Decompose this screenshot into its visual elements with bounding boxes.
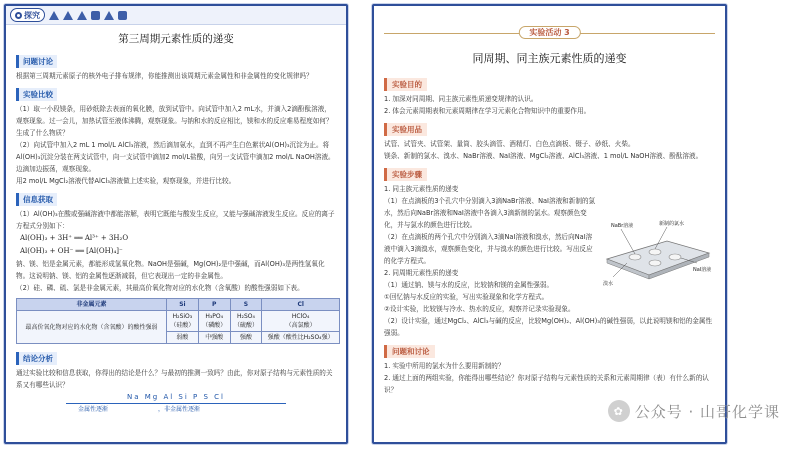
paragraph: （1）通过钠、镁与水的反应，比较钠和镁的金属性强弱。: [384, 281, 554, 289]
paragraph: 1. 加深对同周期、同主族元素性质递变规律的认识。: [384, 95, 538, 103]
section-heading: 问题和讨论: [384, 345, 435, 358]
inquiry-icon: [15, 12, 22, 19]
paragraph: 2. 通过上面的两组实验，你能得出哪些结论？你对原子结构与元素性质的关系和元素周期律（表）有什么新的认识？: [384, 374, 709, 394]
section-heading: 问题讨论: [16, 55, 57, 68]
table-header: Cl: [262, 299, 340, 311]
table-header: 非金属元素: [17, 299, 167, 311]
paragraph: 1. 实验中所用的氯水为什么要用新制的？: [384, 362, 505, 370]
section-heading: 信息获取: [16, 193, 57, 206]
paragraph: ②设计实验，比较镁与冷水、热水的反应，观察并记录实验现象。: [384, 305, 575, 313]
paragraph: 2. 同周期元素性质的递变: [384, 269, 459, 277]
section-heading: 实验用品: [384, 123, 427, 136]
well: [629, 254, 641, 260]
safety-square-icon: [118, 11, 127, 20]
safety-triangle-icon: [63, 11, 73, 20]
table-row-label: 最高价氧化物对应的水化物（含氧酸）的酸性强弱: [17, 311, 167, 344]
well: [649, 260, 661, 266]
safety-triangle-icon: [77, 11, 87, 20]
paragraph: （2）设计实验，通过MgCl₂、AlCl₃与碱的反应，比较Mg(OH)₂、Al(OH)₃的碱性强弱，以此说明镁和铝的金属性强弱。: [384, 317, 713, 337]
figure-label: NaI溶液: [693, 267, 712, 273]
section-heading: 实验目的: [384, 78, 427, 91]
activity-label: 实验活动 3: [518, 26, 580, 39]
trend-arrows: [66, 401, 286, 415]
paragraph: 钠、镁、铝是金属元素，都能形成氢氧化物。NaOH是强碱，Mg(OH)₂是中强碱，而Al(OH)₃是两性氢氧化物。这说明钠、镁、铝的金属性逐渐减弱，但它表现出一定的非金属性。: [16, 260, 325, 280]
well: [649, 249, 661, 255]
well: [669, 254, 681, 260]
watermark: [608, 400, 780, 422]
acid-strength-table: [16, 298, 340, 344]
equation: Al(OH)₃ + OH⁻ ══ [Al(OH)₄]⁻: [20, 247, 123, 255]
inquiry-tag: 探究: [10, 8, 45, 22]
equation: Al(OH)₃ + 3H⁺ ══ Al³⁺ + 3H₂O: [20, 234, 129, 242]
table-cell: H₃PO₄ （磷酸）: [198, 311, 230, 332]
page-title: 第三周期元素性质的递变: [118, 33, 234, 45]
paragraph: 根据第三周期元素原子的核外电子排布规律，你能推测出该周期元素金属性和非金属性的变化规律吗？: [16, 72, 313, 80]
figure-label: 新制的氯水: [659, 221, 685, 227]
paragraph: （2）向试管中加入2 mL 1 mol/L AlCl₃溶液，然后滴加氨水，直到不再产生白色絮状Al(OH)₃沉淀为止。将Al(OH)₃沉淀分装在两支试管中，向一支试管中滴加2 mol/L盐酸，向另一支试管中滴加2 mol/L NaOH溶液。边滴加边振荡，观察现象。: [16, 141, 335, 173]
paragraph: （1）在点滴板的3个孔穴中分别滴入3滴NaBr溶液、NaI溶液和新制的氯水，然后向NaBr溶液和NaI溶液中各滴入3滴新制的氯水。观察颜色变化，并与氯水的颜色进行比较。: [384, 197, 596, 229]
paragraph: （1）Al(OH)₃在酸或强碱溶液中都能溶解，表明它既能与酸发生反应，又能与强碱溶液发生反应。反应的离子方程式分别如下：: [16, 210, 335, 230]
paragraph: 通过实验比较和信息获取，你得出的结论是什么？与最初的推测一致吗？由此，你对原子结构与元素性质的关系又有哪些认识？: [16, 369, 333, 389]
paragraph: 镁条、新制的氯水、溴水、NaBr溶液、NaI溶液、MgCl₂溶液、AlCl₃溶液、1 mol/L NaOH溶液、酚酞溶液。: [384, 152, 703, 160]
right-textbook-page: [372, 4, 727, 444]
activity-banner: [374, 26, 725, 40]
table-cell: 强酸: [230, 332, 262, 344]
paragraph: 2. 体会元素周期表和元素周期律在学习元素化合物知识中的重要作用。: [384, 107, 591, 115]
table-cell: H₂SiO₃ （硅酸）: [167, 311, 199, 332]
paragraph: 试管、试管夹、试管架、量筒、胶头滴管、酒精灯、白色点滴板、镊子、砂纸、火柴。: [384, 140, 635, 148]
safety-square-icon: [91, 11, 100, 20]
paragraph: （1）取一小段镁条，用砂纸除去表面的氧化膜，放到试管中。向试管中加入2 mL水，并滴入2滴酚酞溶液，观察现象。过一会儿，加热试管至液体沸腾，观察现象。与钠和水的反应相比，镁和水的反应难易程度如何？生成了什么物质？: [16, 105, 333, 137]
left-textbook-page: [4, 4, 348, 444]
paragraph: （2）硅、磷、硫、氯是非金属元素，其最高价氧化物对应的水化物（含氧酸）的酸性强弱如下表。: [16, 284, 304, 292]
page-title: 同周期、同主族元素性质的递变: [472, 52, 627, 65]
spot-plate-figure: [597, 219, 715, 289]
section-heading: 实验比较: [16, 88, 57, 101]
figure-label: NaBr溶液: [611, 223, 634, 229]
table-cell: HClO₄ （高氯酸）: [262, 311, 340, 332]
table-cell: 中强酸: [198, 332, 230, 344]
element-series: Na Mg Al Si P S Cl: [127, 393, 225, 401]
arrow-label: 金属性逐渐: [78, 406, 109, 413]
safety-triangle-icon: [49, 11, 59, 20]
table-header: P: [198, 299, 230, 311]
table-cell: 强酸（酸性比H₂SO₄强）: [262, 332, 340, 344]
table-header: Si: [167, 299, 199, 311]
table-cell: 弱酸: [167, 332, 199, 344]
paragraph: ①回忆钠与水反应的实验，写出实验现象和化学方程式。: [384, 293, 549, 301]
safety-triangle-icon: [104, 11, 114, 20]
figure-label: 溴水: [603, 281, 614, 287]
paragraph: （2）在点滴板的两个孔穴中分别滴入3滴NaI溶液和溴水，然后向NaI溶液中滴入3滴溴水，观察颜色变化，并与溴水的颜色进行比较。写出反应的化学方程式。: [384, 233, 593, 265]
paragraph: 1. 同主族元素性质的递变: [384, 185, 459, 193]
table-header: S: [230, 299, 262, 311]
section-heading: 结论分析: [16, 352, 57, 365]
table-cell: H₂SO₄ （硫酸）: [230, 311, 262, 332]
section-heading: 实验步骤: [384, 168, 427, 181]
watermark-text: 公众号 · 山哥化学课: [634, 402, 780, 421]
arrow-label: ，非金属性逐渐: [158, 406, 201, 413]
paragraph: 用2 mol/L MgCl₂溶液代替AlCl₃溶液做上述实验，观察现象，并进行比较。: [16, 177, 236, 185]
left-page-header: [6, 6, 346, 25]
wechat-logo-icon: ✿: [608, 400, 630, 422]
